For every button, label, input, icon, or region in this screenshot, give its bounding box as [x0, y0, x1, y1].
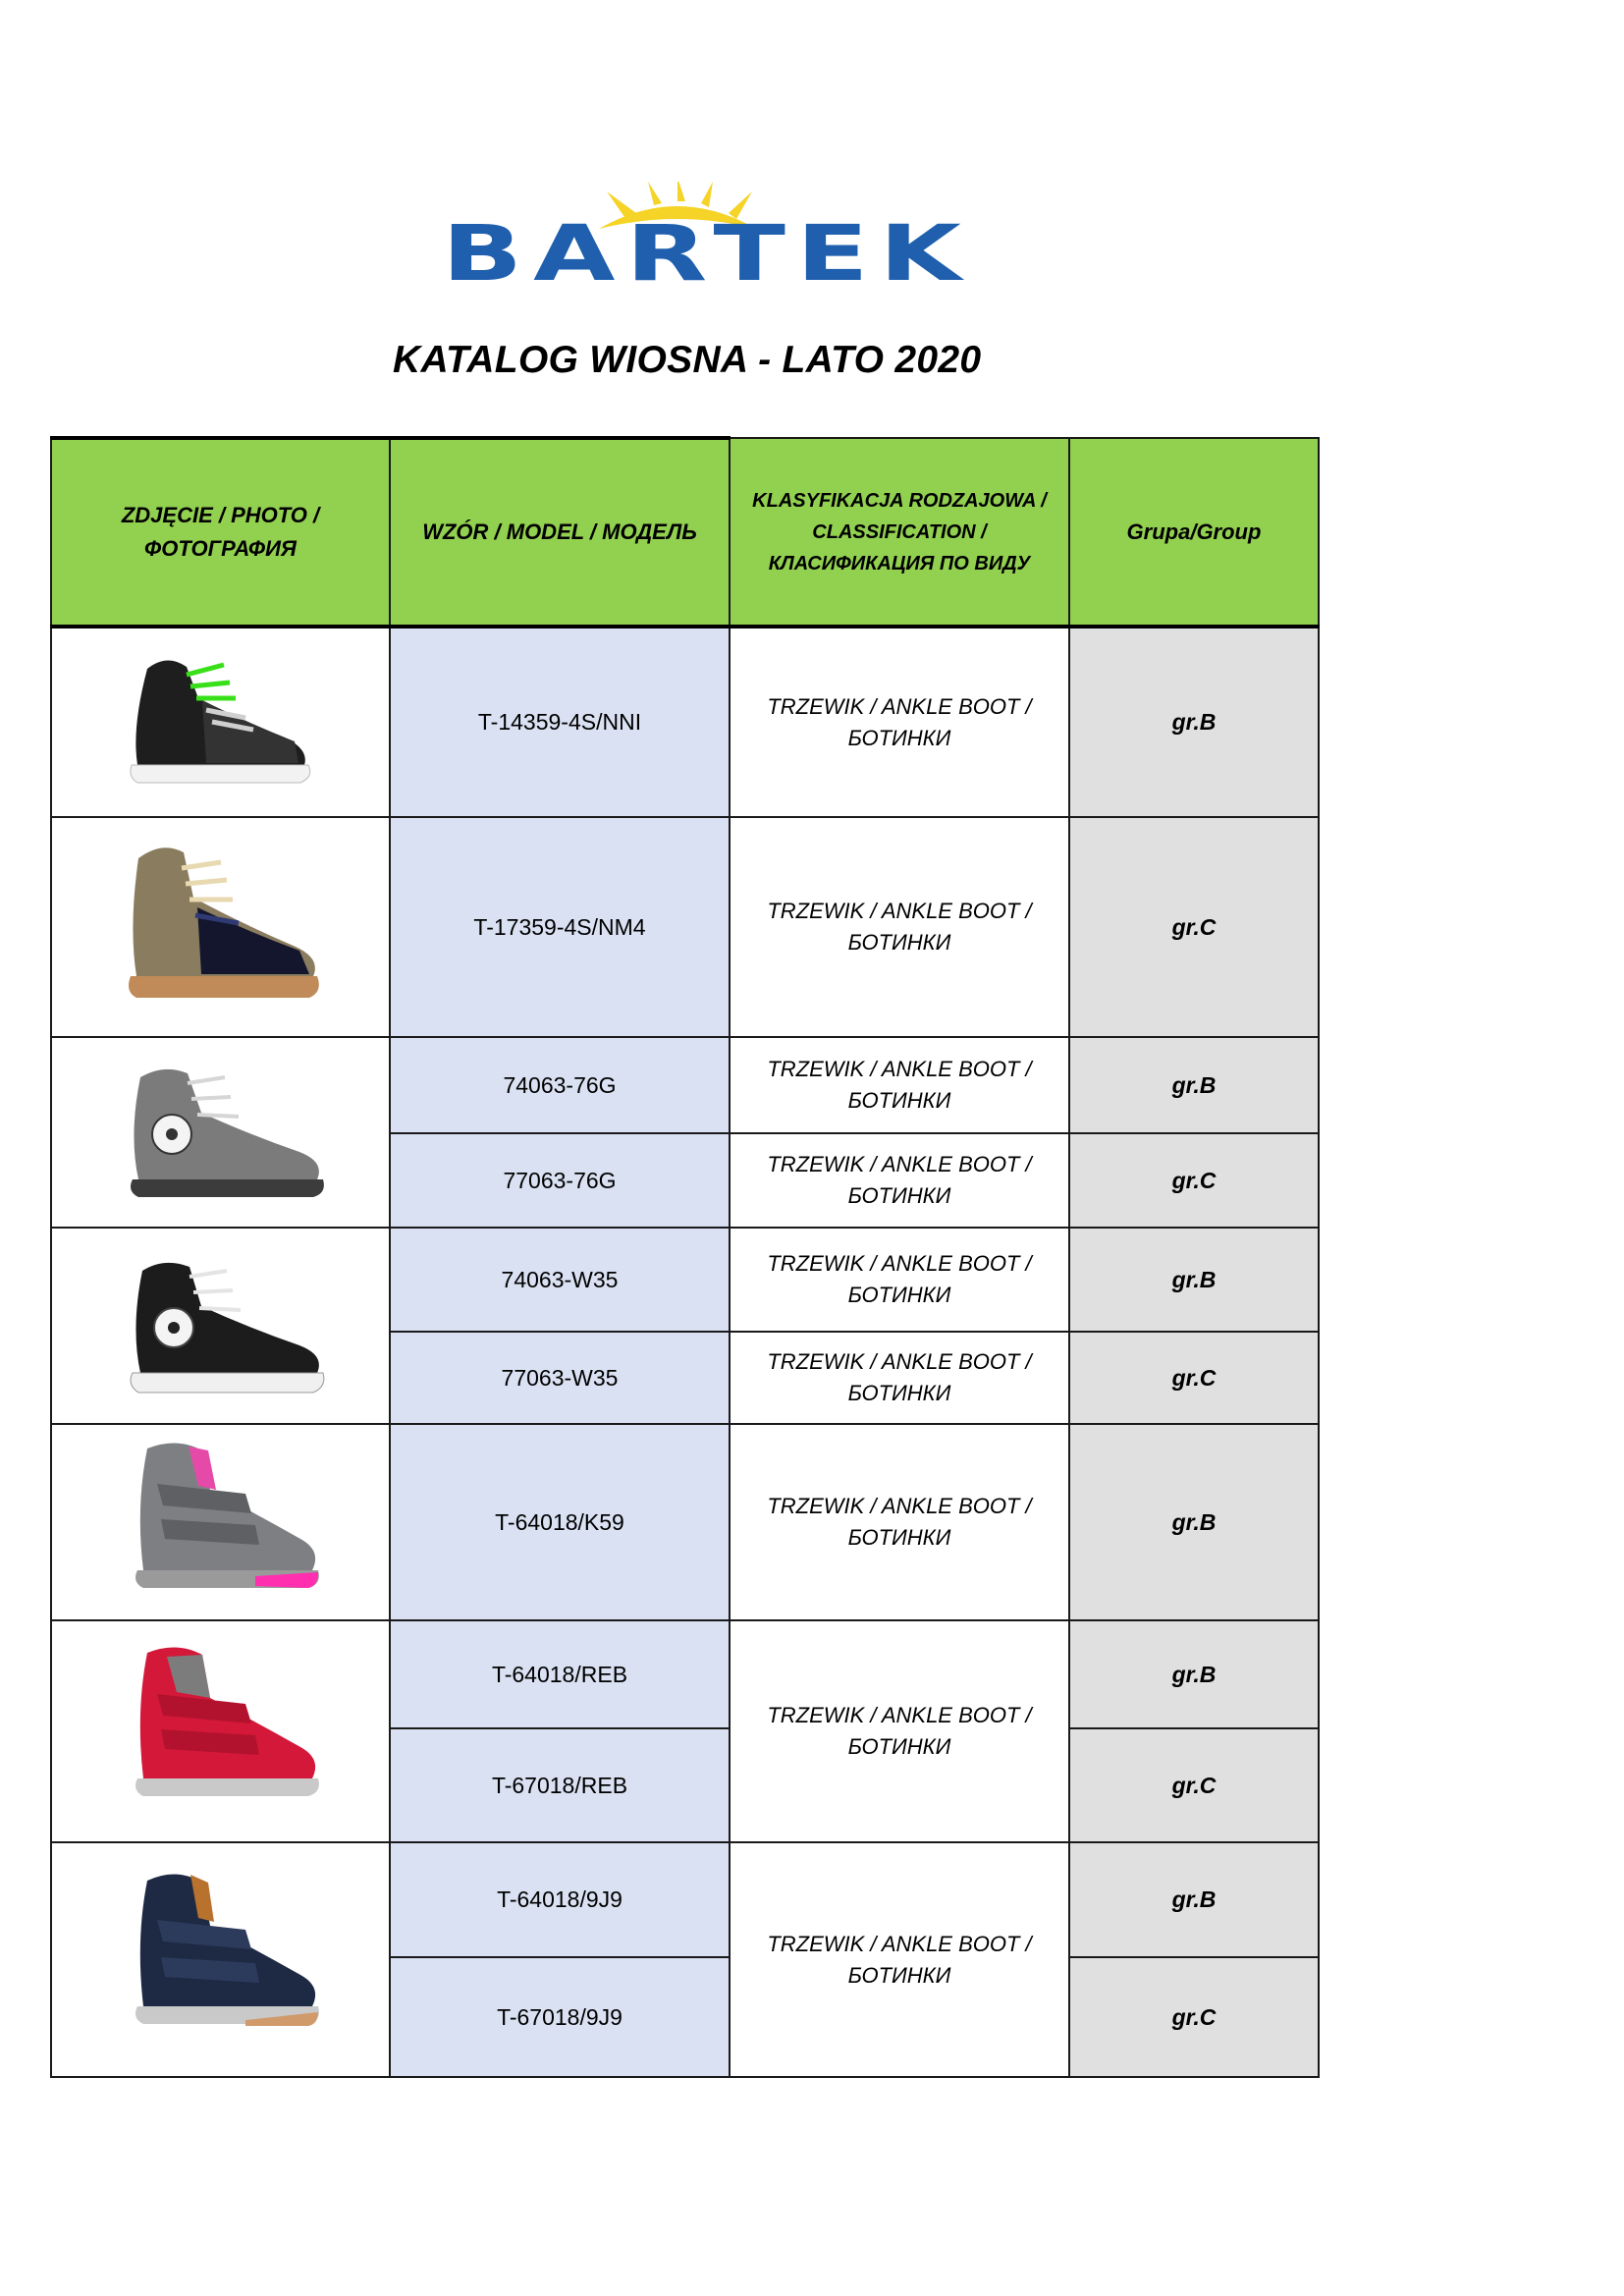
- shoe-image-black-football-sneaker: [103, 1237, 339, 1414]
- shoe-image-red-velcro-sneaker: [108, 1633, 334, 1830]
- header-model: WZÓR / MODEL / МОДЕЛЬ: [390, 438, 730, 627]
- model-cell: T-64018/K59: [390, 1424, 730, 1620]
- model-cell: 77063-76G: [390, 1133, 730, 1228]
- group-cell: gr.B: [1069, 1424, 1319, 1620]
- model-cell: T-64018/REB: [390, 1620, 730, 1728]
- classification-cell: TRZEWIK / ANKLE BOOT / БОТИНКИ: [730, 817, 1069, 1037]
- group-cell: gr.B: [1069, 1620, 1319, 1728]
- group-cell: gr.B: [1069, 1037, 1319, 1133]
- model-cell: 74063-76G: [390, 1037, 730, 1133]
- header-group: Grupa/Group: [1069, 438, 1319, 627]
- classification-cell: TRZEWIK / ANKLE BOOT / БОТИНКИ: [730, 1424, 1069, 1620]
- group-cell: gr.B: [1069, 627, 1319, 817]
- classification-cell: TRZEWIK / ANKLE BOOT / БОТИНКИ: [730, 1133, 1069, 1228]
- classification-cell: TRZEWIK / ANKLE BOOT / БОТИНКИ: [730, 1332, 1069, 1424]
- table-row: [51, 1228, 1319, 1332]
- photo-cell: [51, 1228, 390, 1424]
- bartek-logo: [432, 182, 982, 300]
- table-row: [51, 1842, 1319, 1957]
- model-cell: T-67018/REB: [390, 1728, 730, 1842]
- classification-cell: TRZEWIK / ANKLE BOOT / БОТИНКИ: [730, 1842, 1069, 2077]
- table-row: [51, 1620, 1319, 1728]
- group-cell: gr.C: [1069, 1332, 1319, 1424]
- shoe-image-grey-pink-velcro-sneaker: [108, 1429, 334, 1615]
- model-cell: T-14359-4S/NNI: [390, 627, 730, 817]
- table-header-row: [51, 438, 1319, 627]
- group-cell: gr.C: [1069, 817, 1319, 1037]
- shoe-image-snake-print-boot: [103, 829, 339, 1025]
- photo-cell: [51, 1842, 390, 2077]
- classification-cell: TRZEWIK / ANKLE BOOT / БОТИНКИ: [730, 627, 1069, 817]
- photo-cell: [51, 627, 390, 817]
- photo-cell: [51, 1037, 390, 1228]
- group-cell: gr.C: [1069, 1728, 1319, 1842]
- model-cell: T-17359-4S/NM4: [390, 817, 730, 1037]
- photo-cell: [51, 1620, 390, 1842]
- header-photo: ZDJĘCIE / PHOTO / ФОТОГРАФИЯ: [51, 438, 390, 627]
- model-cell: 77063-W35: [390, 1332, 730, 1424]
- shoe-image-grey-football-sneaker: [103, 1044, 339, 1221]
- table-row: [51, 1037, 1319, 1133]
- header-classification: KLASYFIKACJA RODZAJOWA / CLASSIFICATION / КЛАСИФИКАЦИЯ ПО ВИДУ: [730, 438, 1069, 627]
- group-cell: gr.C: [1069, 1957, 1319, 2077]
- model-cell: T-67018/9J9: [390, 1957, 730, 2077]
- logo-text: BARTEK: [442, 210, 972, 299]
- shoe-image-black-sneaker: [108, 639, 334, 806]
- table-row: [51, 1424, 1319, 1620]
- classification-cell: TRZEWIK / ANKLE BOOT / БОТИНКИ: [730, 1620, 1069, 1842]
- group-cell: gr.C: [1069, 1133, 1319, 1228]
- model-cell: 74063-W35: [390, 1228, 730, 1332]
- photo-cell: [51, 817, 390, 1037]
- table-row: [51, 627, 1319, 817]
- model-cell: T-64018/9J9: [390, 1842, 730, 1957]
- catalog-title: KATALOG WIOSNA - LATO 2020: [393, 339, 982, 381]
- classification-cell: TRZEWIK / ANKLE BOOT / БОТИНКИ: [730, 1037, 1069, 1133]
- table-row: [51, 817, 1319, 1037]
- product-table: [50, 436, 1320, 2078]
- group-cell: gr.B: [1069, 1842, 1319, 1957]
- shoe-image-navy-velcro-sneaker: [108, 1857, 334, 2063]
- photo-cell: [51, 1424, 390, 1620]
- classification-cell: TRZEWIK / ANKLE BOOT / БОТИНКИ: [730, 1228, 1069, 1332]
- group-cell: gr.B: [1069, 1228, 1319, 1332]
